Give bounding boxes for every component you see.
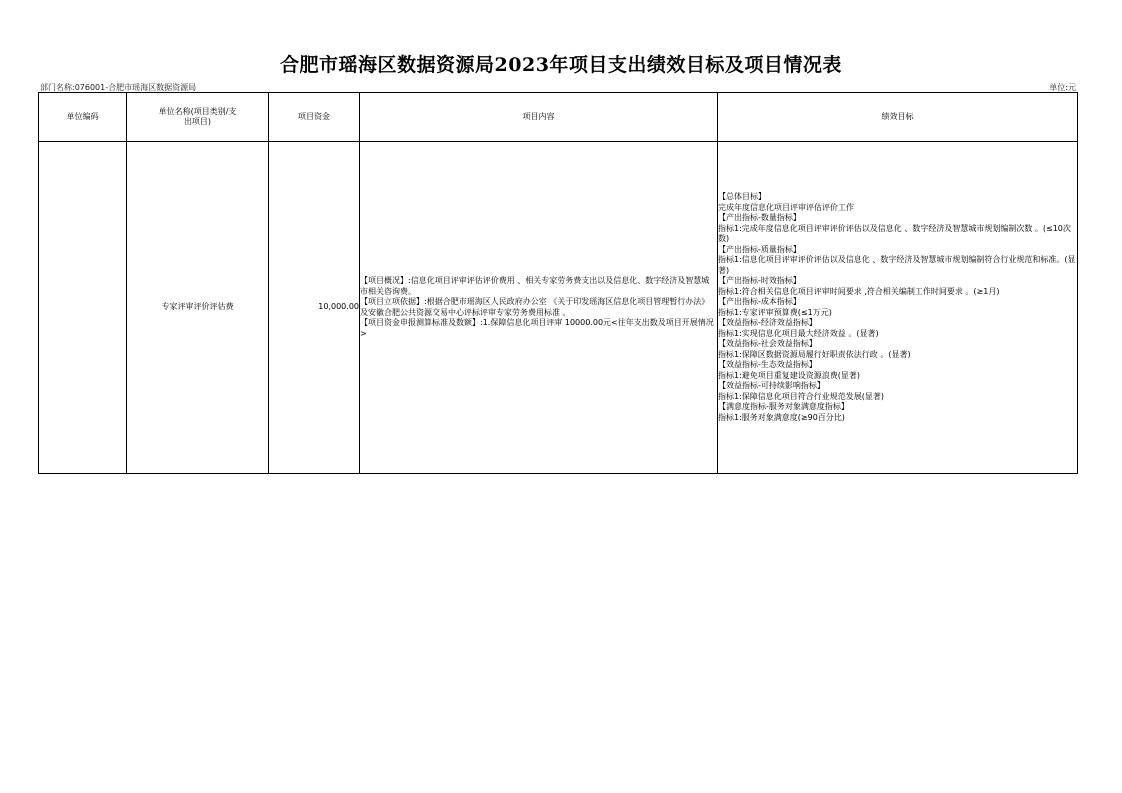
goal-line: 指标1:避免项目重复建设资源浪费(显著): [718, 370, 861, 380]
cell-funds: 10,000.00: [269, 142, 360, 474]
cell-project-name: 专家评审评价评估费: [127, 142, 269, 474]
goal-line: 【效益指标-社会效益指标】: [718, 339, 817, 348]
goal-line: 【产出指标-成本指标】: [718, 297, 801, 306]
goal-line: 指标1:专家评审预算费(≤1万元): [718, 307, 832, 317]
department-label: 部门名称:076001-合肥市瑶海区数据资源局: [40, 83, 197, 92]
goal-line: 指标1:信息化项目评审评价评估以及信息化 、数字经济及智慧城市规划编制符合行业规范和标准。(显著): [718, 255, 1076, 275]
report-title: 合肥市瑶海区数据资源局2023年项目支出绩效目标及项目情况表: [280, 54, 842, 76]
goal-line: 【效益指标-经济效益指标】: [718, 318, 817, 327]
header-content: 项目内容: [360, 93, 718, 142]
performance-table: [38, 92, 1078, 474]
unit-label: 单位:元: [1049, 83, 1076, 92]
goal-line: 指标1:服务对象满意度(≥90百分比): [718, 412, 845, 422]
header-goals: 绩效目标: [718, 93, 1078, 142]
goal-line: 【产出指标-数量指标】: [718, 213, 801, 222]
goal-line: 【产出指标-时效指标】: [718, 276, 801, 285]
table-header-row: [39, 93, 1078, 142]
header-unit-name: [127, 93, 269, 142]
content-budget: 【项目资金申报测算标准及数额】:1.保障信息化项目评审 10000.00元<往年支出数及项目开展情况>: [360, 318, 714, 338]
header-unit-name-text: 单位名称(项目类别/支出项目): [158, 106, 237, 126]
table-row: [39, 142, 1078, 474]
goal-line: 指标1:保障区数据资源局履行好职责依法行政 。(显著): [718, 349, 911, 359]
cell-performance-goals: [718, 142, 1078, 474]
goal-line: 指标1:完成年度信息化项目评审评价评估以及信息化 、数字经济及智慧城市规划编制次数 。(≤10次数): [718, 223, 1071, 243]
goal-line: 完成年度信息化项目评审评估评价工作: [718, 202, 854, 212]
header-funds: 项目资金: [269, 93, 360, 142]
goal-line: 指标1:符合相关信息化项目评审时间要求 ,符合相关编制工作时间要求 。(≥1月): [718, 286, 1000, 296]
goal-line: 指标1:实现信息化项目最大经济效益 。(显著): [718, 328, 879, 338]
goal-line: 指标1:保障信息化项目符合行业规范发展(显著): [718, 391, 885, 401]
content-overview: 【项目概况】:信息化项目评审评估评价费用 、相关专家劳务费支出以及信息化、数字经济及智慧城市相关咨询费。: [360, 276, 710, 296]
goal-line: 【满意度指标-服务对象满意度指标】: [718, 402, 849, 411]
header-unit-code: 单位编码: [39, 93, 127, 142]
goal-line: 【产出指标-质量指标】: [718, 244, 801, 254]
content-basis: 【项目立项依据】:根据合肥市瑶海区人民政府办公室 《关于印发瑶海区信息化项目管理暂行办法》及安徽合肥公共资源交易中心评标评审专家劳务费用标准 。: [360, 297, 710, 317]
goal-line: 【效益指标-生态效益指标】: [718, 360, 817, 369]
cell-project-content: [360, 142, 718, 474]
goal-line: 【效益指标-可持续影响指标】: [718, 381, 825, 390]
cell-unit-code: [39, 142, 127, 474]
goal-line: 【总体目标】: [718, 192, 766, 201]
